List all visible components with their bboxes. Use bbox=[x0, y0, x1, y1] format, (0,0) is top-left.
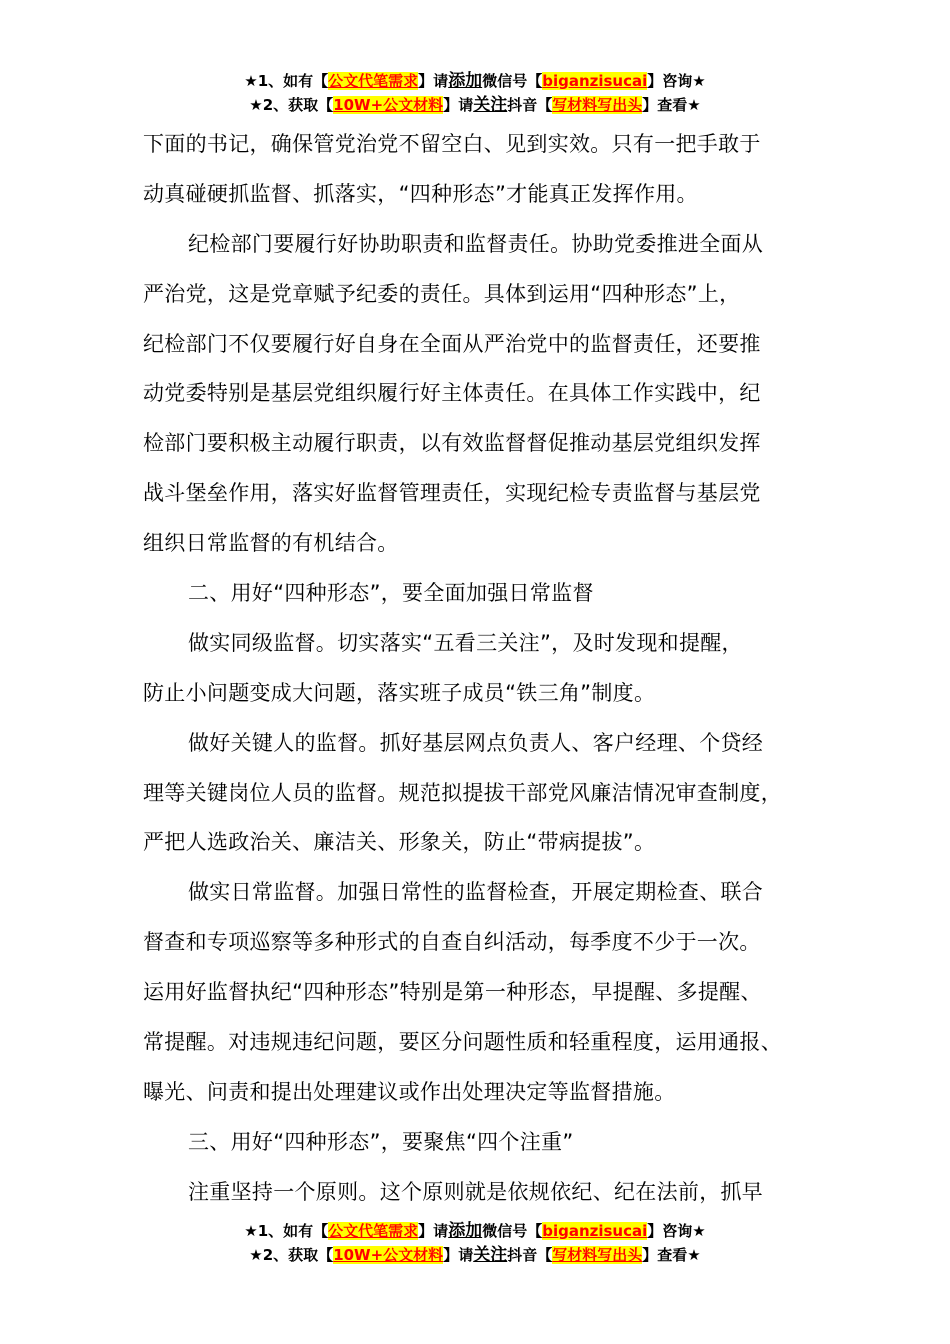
promo-underlined: 添加 bbox=[448, 71, 483, 91]
promo-line-2 bbox=[0, 93, 950, 117]
promo-text: ★2、获取【 bbox=[249, 1246, 334, 1264]
promo-text: ★2、获取【 bbox=[249, 96, 334, 114]
document-body bbox=[143, 120, 833, 1218]
promo-line-2 bbox=[0, 1243, 950, 1267]
header-promo-banner bbox=[0, 69, 950, 117]
promo-text: 】请 bbox=[443, 1246, 474, 1264]
paragraph-start-line: 纪检部门要履行好协助职责和监督责任。协助党委推进全面从 bbox=[188, 231, 764, 256]
promo-text: ★1、如有【 bbox=[244, 1222, 329, 1240]
promo-text: 抖音【 bbox=[507, 1246, 553, 1264]
body-line: 运用好监督执纪“四种形态”特别是第一种形态，早提醒、多提醒、 bbox=[143, 980, 762, 1005]
promo-text: 抖音【 bbox=[507, 96, 553, 114]
paragraph-start-line: 做好关键人的监督。抓好基层网点负责人、客户经理、个贷经 bbox=[188, 730, 764, 755]
promo-underlined: 关注 bbox=[473, 95, 508, 115]
body-line: 动党委特别是基层党组织履行好主体责任。在具体工作实践中，纪 bbox=[143, 381, 761, 406]
section-heading: 三、用好“四种形态”，要聚焦“四个注重” bbox=[188, 1129, 574, 1154]
promo-highlight: 写材料写出头 bbox=[552, 1246, 643, 1264]
promo-underlined: 关注 bbox=[473, 1245, 508, 1265]
promo-text: 】请 bbox=[418, 72, 449, 90]
promo-highlight: 10W+公文材料 bbox=[333, 96, 444, 114]
body-line: 严治党，这是党章赋予纪委的责任。具体到运用“四种形态”上， bbox=[143, 281, 741, 306]
body-line: 理等关键岗位人员的监督。规范拟提拔干部党风廉洁情况审查制度， bbox=[143, 780, 782, 805]
promo-line-1 bbox=[0, 1219, 950, 1243]
body-line: 动真碰硬抓监督、抓落实，“四种形态”才能真正发挥作用。 bbox=[143, 181, 698, 206]
promo-text: 】查看★ bbox=[642, 1246, 701, 1264]
promo-text: 】请 bbox=[443, 96, 474, 114]
body-line: 战斗堡垒作用，落实好监督管理责任，实现纪检专责监督与基层党 bbox=[143, 481, 761, 506]
promo-line-1 bbox=[0, 69, 950, 93]
footer-promo-banner bbox=[0, 1219, 950, 1267]
body-line: 检部门要积极主动履行职责，以有效监督督促推动基层党组织发挥 bbox=[143, 431, 761, 456]
promo-text: 】咨询★ bbox=[647, 72, 706, 90]
promo-text: ★1、如有【 bbox=[244, 72, 329, 90]
paragraph-start-line: 注重坚持一个原则。这个原则就是依规依纪、纪在法前，抓早 bbox=[188, 1179, 764, 1204]
promo-highlight: 写材料写出头 bbox=[552, 96, 643, 114]
paragraph-start-line: 做实同级监督。切实落实“五看三关注”，及时发现和提醒， bbox=[188, 630, 743, 655]
body-line: 纪检部门不仅要履行好自身在全面从严治党中的监督责任，还要推 bbox=[143, 331, 761, 356]
promo-highlight: 10W+公文材料 bbox=[333, 1246, 444, 1264]
promo-text: 微信号【 bbox=[482, 1222, 543, 1240]
body-line: 严把人选政治关、廉洁关、形象关，防止“带病提拔”。 bbox=[143, 830, 656, 855]
body-line: 防止小问题变成大问题，落实班子成员“铁三角”制度。 bbox=[143, 680, 656, 705]
paragraph-start-line: 做实日常监督。加强日常性的监督检查，开展定期检查、联合 bbox=[188, 880, 764, 905]
body-line: 曝光、问责和提出处理建议或作出处理决定等监督措施。 bbox=[143, 1079, 676, 1104]
promo-highlight-wechat: biganzisucai bbox=[542, 72, 648, 90]
promo-text: 微信号【 bbox=[482, 72, 543, 90]
promo-text: 】咨询★ bbox=[647, 1222, 706, 1240]
promo-underlined: 添加 bbox=[448, 1221, 483, 1241]
promo-highlight: 公文代笔需求 bbox=[328, 72, 419, 90]
section-heading: 二、用好“四种形态”，要全面加强日常监督 bbox=[188, 581, 594, 606]
promo-text: 】查看★ bbox=[642, 96, 701, 114]
promo-text: 】请 bbox=[418, 1222, 449, 1240]
body-line: 下面的书记，确保管党治党不留空白、见到实效。只有一把手敢于 bbox=[143, 132, 761, 156]
promo-highlight: 公文代笔需求 bbox=[328, 1222, 419, 1240]
body-line: 组织日常监督的有机结合。 bbox=[143, 531, 399, 556]
body-line: 常提醒。对违规违纪问题，要区分问题性质和轻重程度，运用通报、 bbox=[143, 1030, 782, 1055]
promo-highlight-wechat: biganzisucai bbox=[542, 1222, 648, 1240]
body-line: 督查和专项巡察等多种形式的自查自纠活动，每季度不少于一次。 bbox=[143, 930, 761, 955]
